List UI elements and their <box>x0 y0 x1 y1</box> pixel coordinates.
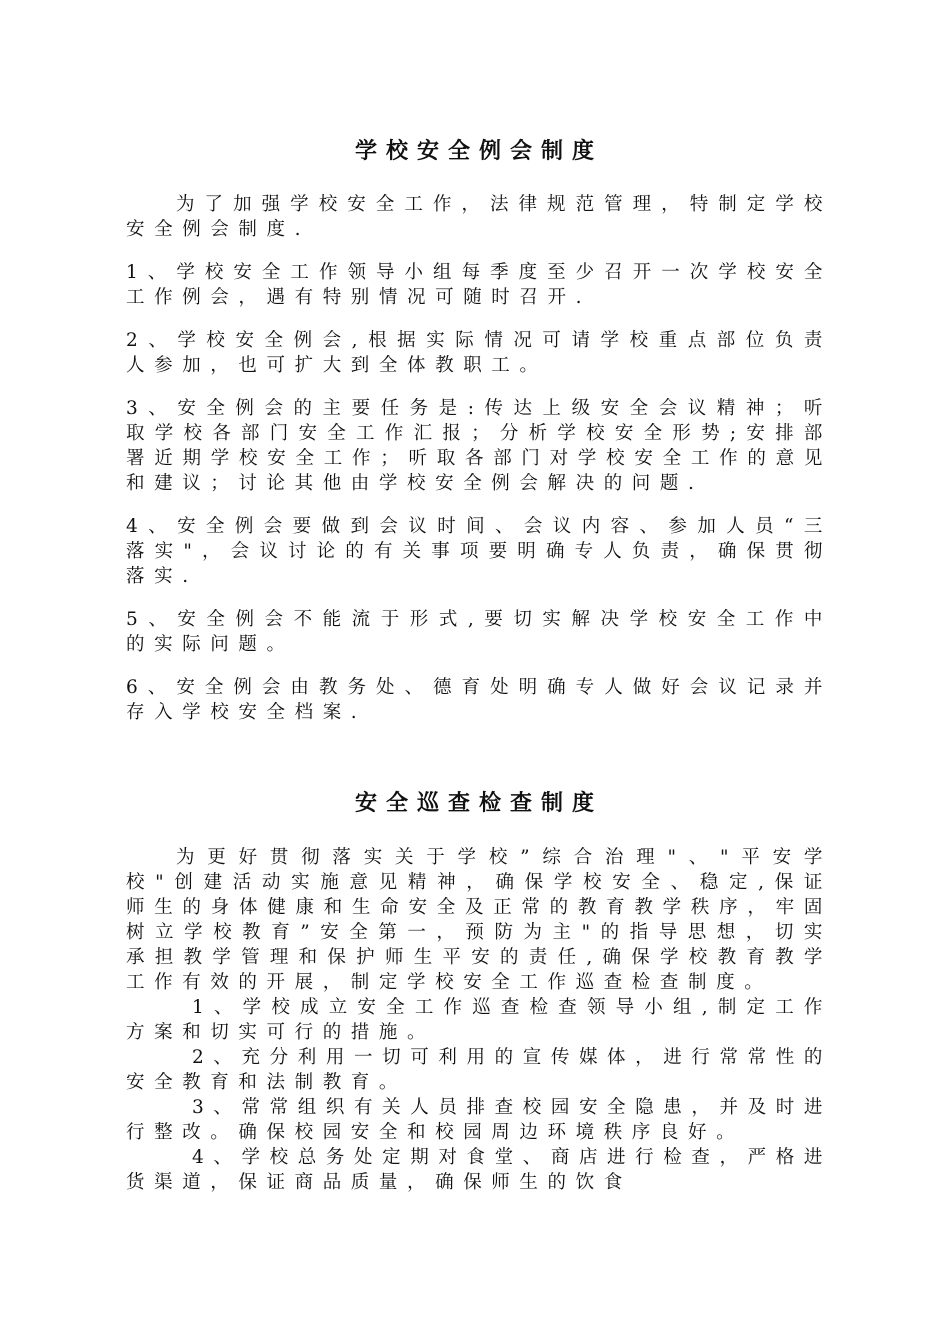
section-safety-inspection <box>126 845 832 1195</box>
intro-paragraph: 为了加强学校安全工作，法律规范管理，特制定学校安全例会制度. <box>126 194 832 240</box>
list-item: 2、充分利用一切可利用的宣传媒体，进行常常性的安全教育和法制教育。 <box>126 1047 832 1093</box>
intro-paragraph: 为更好贯彻落实关于学校”综合治理"、"平安学校"创建活动实施意见精神，确保学校安全、稳定,保证师生的身体健康和生命安全及正常的教育教学秩序，牢固树立学校教育”安全第一，预防为主"的指导思想，切实承担教学管理和保护师生平安的责任,确保学校教育教学工作有效的开展，制定学校安全工作巡查检查制度。 <box>126 847 832 993</box>
list-item: 4、学校总务处定期对食堂、商店进行检查，严格进货渠道，保证商品质量，确保师生的饮食 <box>126 1147 832 1193</box>
list-item: 3、常常组织有关人员排查校园安全隐患，并及时进行整改。确保校园安全和校园周边环境秩序良好。 <box>126 1097 832 1143</box>
section-title-safety-inspection: 安全巡查检查制度 <box>354 791 603 816</box>
section-safety-meeting <box>126 192 832 743</box>
list-item: 2、学校安全例会,根据实际情况可请学校重点部位负责人参加，也可扩大到全体教职工。 <box>126 330 832 376</box>
list-item: 1、学校成立安全工作巡查检查领导小组,制定工作方案和切实可行的措施。 <box>126 997 832 1043</box>
section-title-safety-meeting: 学校安全例会制度 <box>354 139 603 164</box>
list-item: 4、安全例会要做到会议时间、会议内容、参加人员“三落实"，会议讨论的有关事项要明确专人负责，确保贯彻落实. <box>126 516 832 587</box>
list-item: 5、安全例会不能流于形式,要切实解决学校安全工作中的实际问题。 <box>126 609 832 655</box>
list-item: 3、安全例会的主要任务是:传达上级安全会议精神；听取学校各部门安全工作汇报；分析学校安全形势;安排部署近期学校安全工作；听取各部门对学校安全工作的意见和建议；讨论其他由学校安全例会解决的问题. <box>126 398 832 494</box>
list-item: 1、学校安全工作领导小组每季度至少召开一次学校安全工作例会，遇有特别情况可随时召开. <box>126 262 832 308</box>
list-item: 6、安全例会由教务处、德育处明确专人做好会议记录并存入学校安全档案. <box>126 677 832 723</box>
